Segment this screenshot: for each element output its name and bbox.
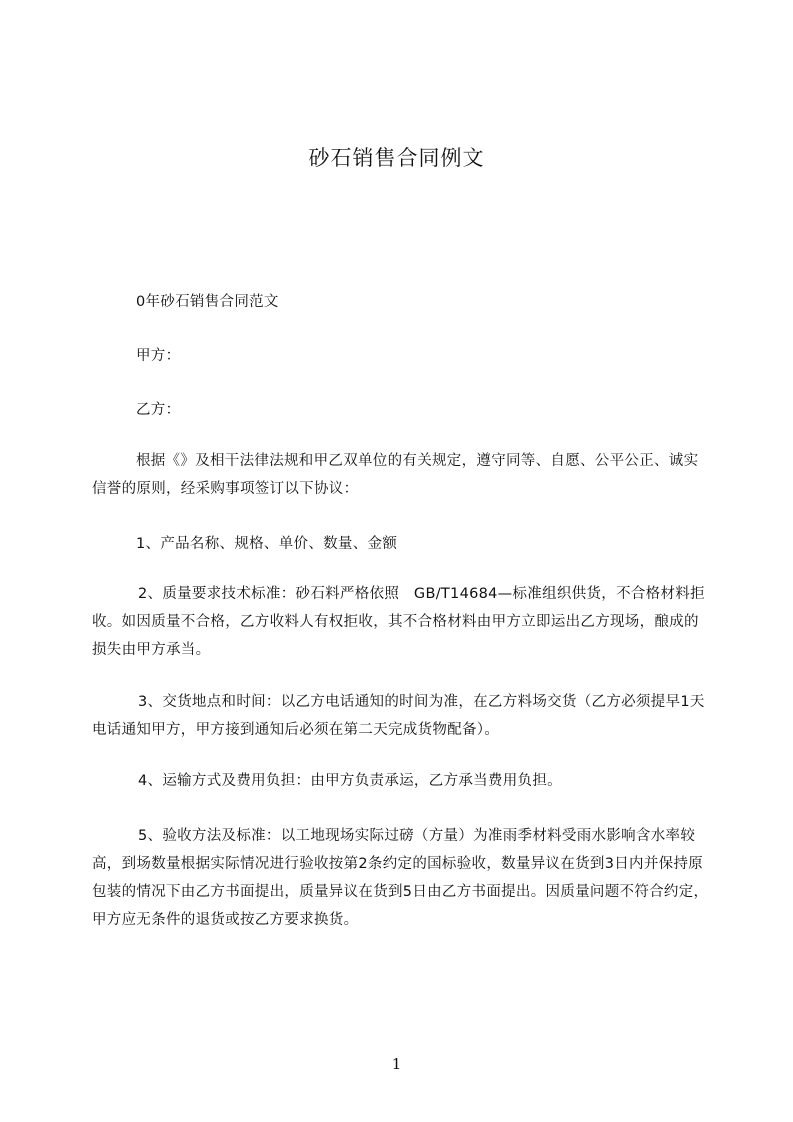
clause-1-paragraph: 1、产品名称、规格、单价、数量、金额 — [136, 536, 398, 552]
clause-2-paragraph: 2、质量要求技术标准：砂石料严格依照 GB/T14684—标准组织供货，不合格材料拒收。如因质量不合格，乙方收料人有权拒收，其不合格材料由甲方立即运出乙方现场，酿成的损失由甲方承当。 — [92, 586, 705, 658]
document-title: 砂石销售合同例文 — [308, 146, 485, 170]
preamble-paragraph: 根据《》及相干法律法规和甲乙双单位的有关规定，遵守同等、自愿、公平公正、诚实信誉的原则，经采购事项签订以下协议： — [92, 453, 699, 497]
document-subtitle: 0年砂石销售合同范文 — [136, 294, 279, 310]
party-b-line: 乙方： — [136, 402, 181, 418]
party-a-line: 甲方： — [136, 348, 181, 364]
page-number: 1 — [391, 1055, 402, 1073]
clause-4-paragraph: 4、运输方式及费用负担：由甲方负责承运，乙方承当费用负担。 — [138, 773, 562, 789]
clause-5-paragraph: 5、验收方法及标准：以工地现场实际过磅（方量）为准雨季材料受雨水影响含水率较高，到场数量根据实际情况进行验收按第2条约定的国标验收，数量异议在货到3日内并保持原包装的情况下由乙方书面提出，质量异议在货到5日由乙方书面提出。因质量问题不符合约定，甲方应无条件的退货或按乙方要求换货。 — [92, 828, 709, 928]
clause-3-paragraph: 3、交货地点和时间：以乙方电话通知的时间为准，在乙方料场交货（乙方必须提早1天电话通知甲方，甲方接到通知后必须在第二天完成货物配备）。 — [92, 694, 705, 738]
